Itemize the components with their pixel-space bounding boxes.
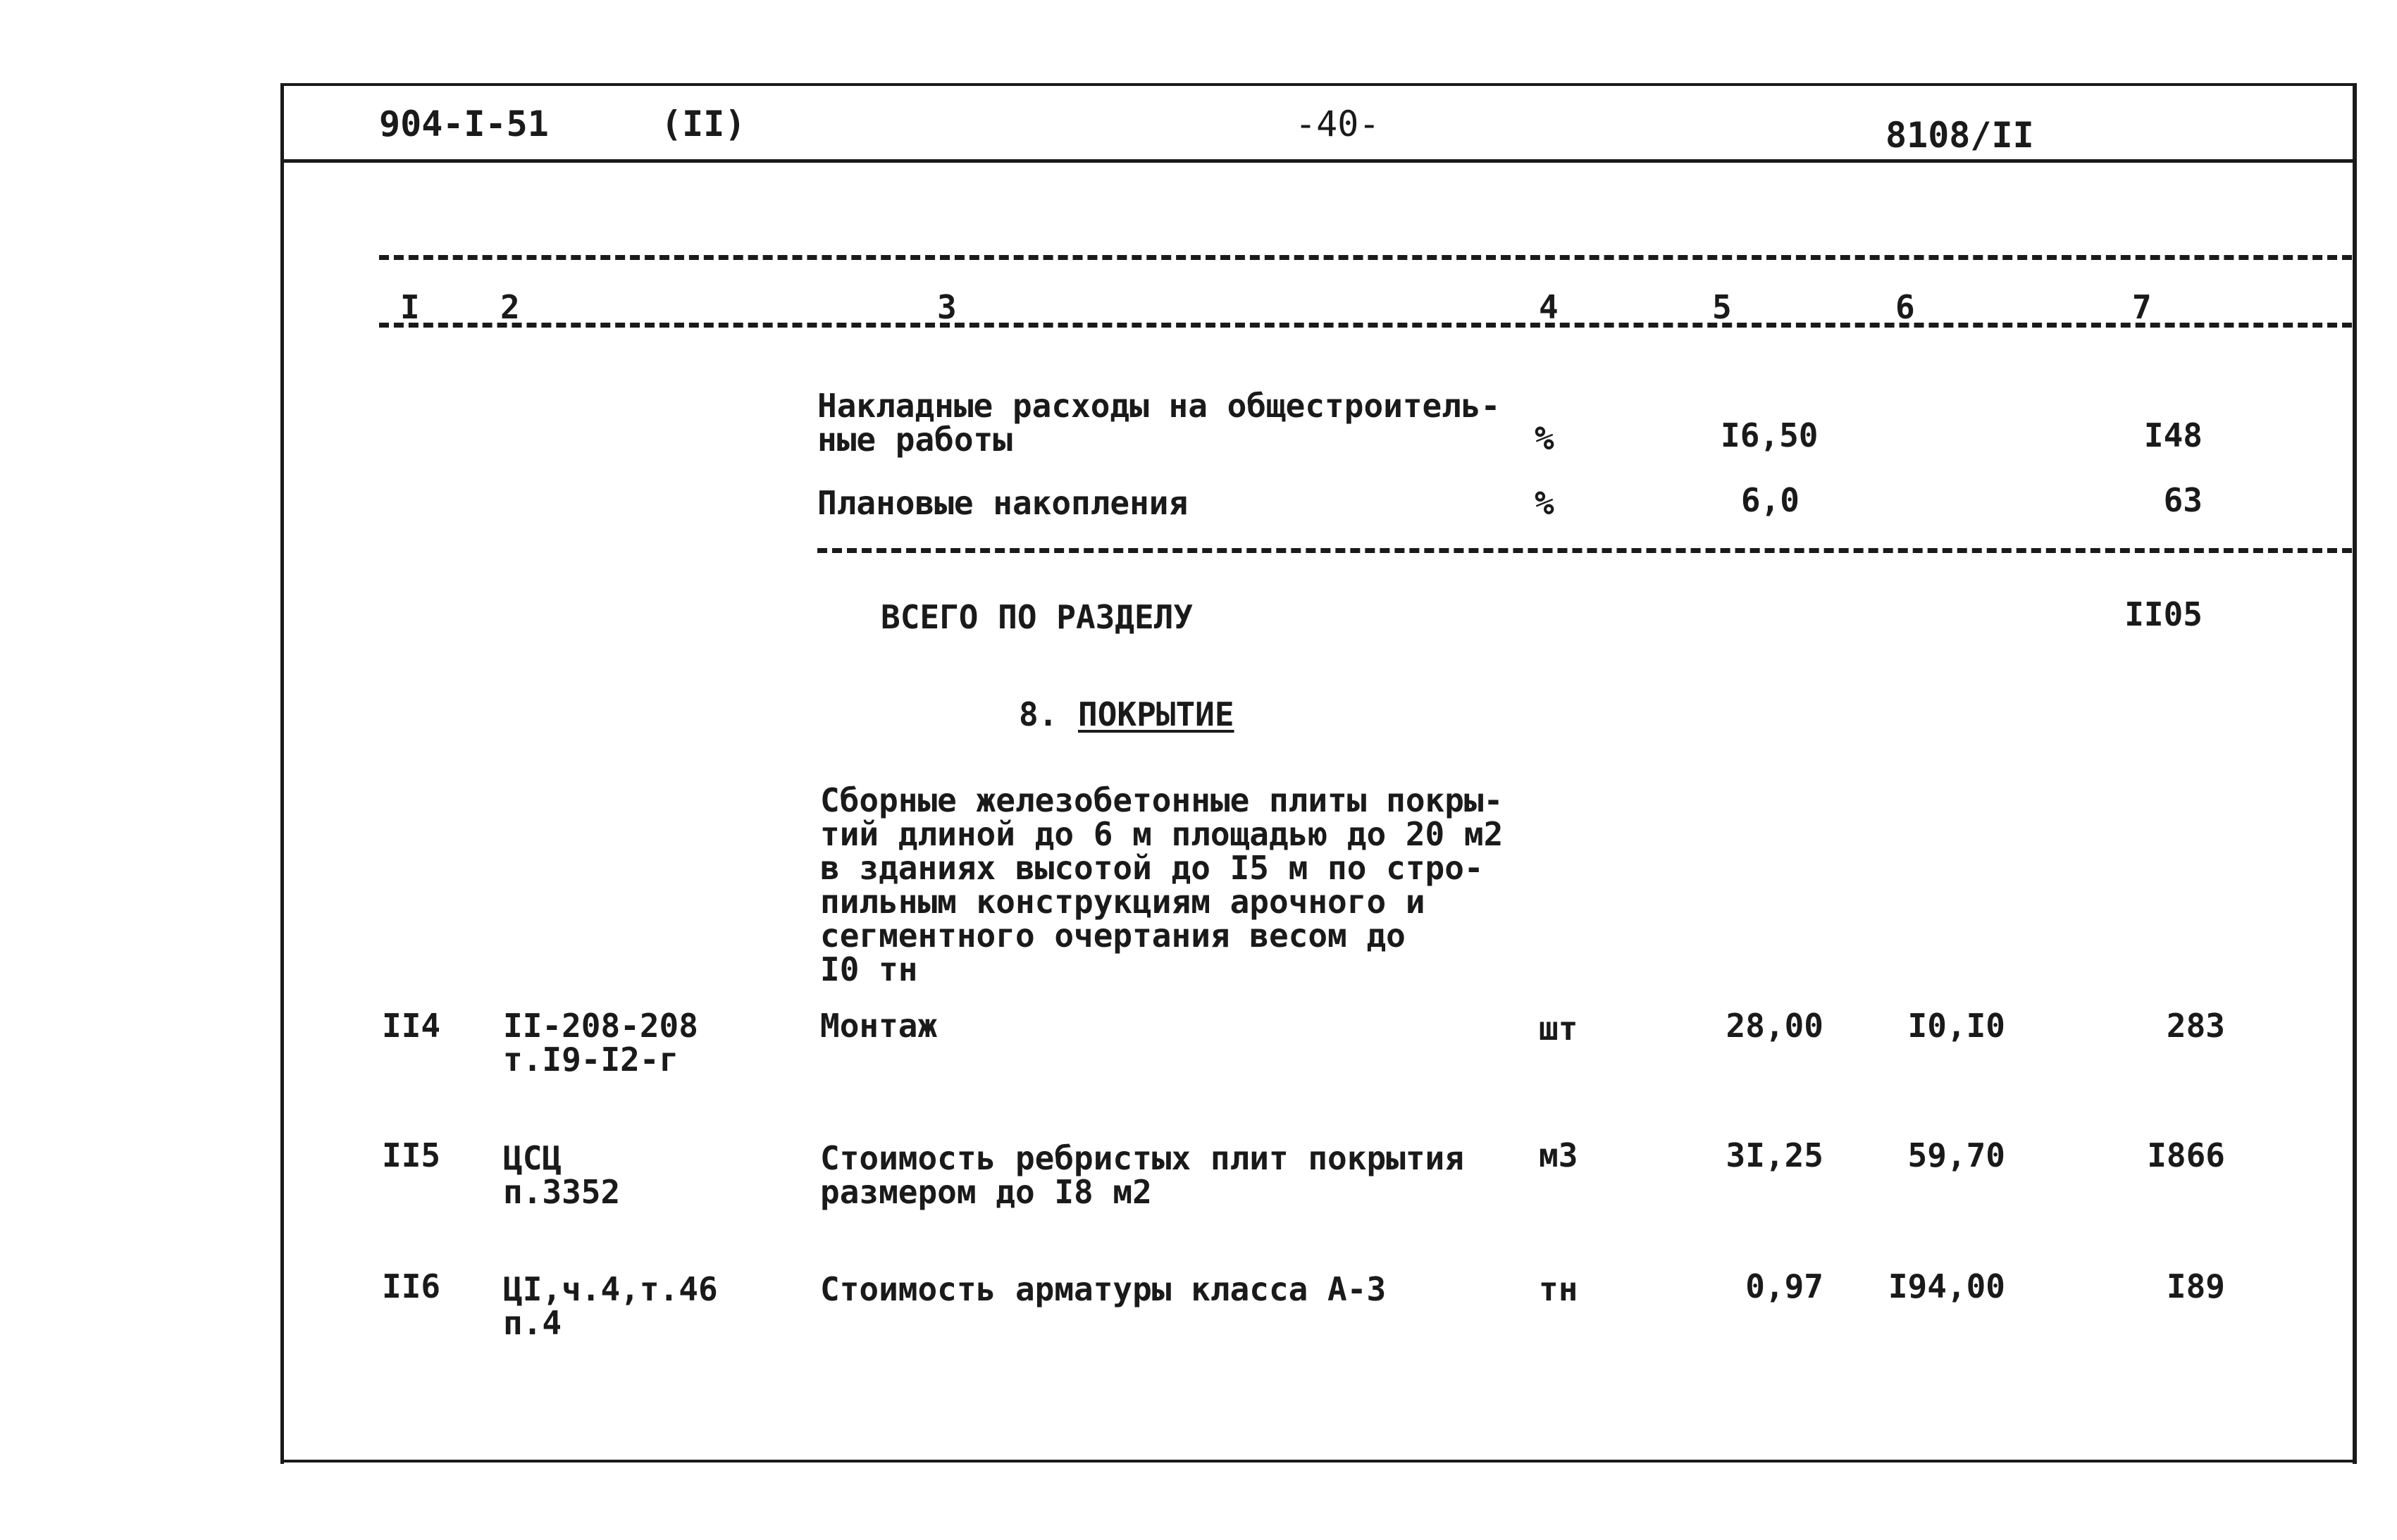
overhead-rate: I6,50 bbox=[1721, 416, 1819, 454]
planned-rate: 6,0 bbox=[1740, 481, 1800, 519]
row-reference: ЦСЦ п.3352 bbox=[503, 1139, 621, 1211]
planned-unit: % bbox=[1535, 484, 1554, 522]
column-number-3: 3 bbox=[937, 288, 957, 326]
planned-total: 63 bbox=[2163, 481, 2203, 519]
row-unit: тн bbox=[1539, 1270, 1578, 1308]
section-title: ПОКРЫТИЕ bbox=[1078, 695, 1234, 733]
column-number-5: 5 bbox=[1712, 288, 1732, 326]
section-total-label: ВСЕГО ПО РАЗДЕЛУ bbox=[881, 598, 1194, 636]
frame-bottom-border bbox=[280, 1460, 2357, 1463]
planned-label: Плановые накопления bbox=[817, 484, 1189, 522]
section-number: 8. bbox=[1019, 695, 1058, 733]
row-price: I94,00 bbox=[1888, 1267, 2005, 1305]
sheet-code: 8108/II bbox=[1885, 115, 2034, 156]
document-part: (II) bbox=[661, 104, 746, 144]
document-code: 904-I-51 bbox=[379, 104, 549, 144]
section-total-value: II05 bbox=[2124, 595, 2203, 633]
row-price: I0,I0 bbox=[1907, 1007, 2005, 1045]
column-number-2: 2 bbox=[500, 288, 520, 326]
column-number-7: 7 bbox=[2132, 288, 2152, 326]
row-total: 283 bbox=[2166, 1007, 2225, 1045]
row-quantity: 0,97 bbox=[1745, 1267, 1823, 1305]
row-total: I866 bbox=[2147, 1136, 2225, 1174]
group-description: Сборные железобетонные плиты покры- тий длиной до 6 м площадью до 20 м2 в зданиях высотой до I5 м по стро- пильным конструкциям арочного и сегментного очертания весом до I0 тн bbox=[820, 781, 1504, 988]
page-number: -40- bbox=[1295, 104, 1380, 144]
row-unit: шт bbox=[1539, 1010, 1578, 1048]
row-quantity: 28,00 bbox=[1726, 1007, 1823, 1045]
overhead-label: Накладные расходы на общестроитель- ные работы bbox=[817, 387, 1501, 459]
subtotal-rule bbox=[817, 548, 2352, 553]
column-header-top-rule bbox=[379, 255, 2352, 260]
row-number: II5 bbox=[382, 1136, 441, 1174]
row-name: Стоимость арматуры класса А-3 bbox=[820, 1270, 1387, 1308]
header-divider bbox=[280, 159, 2357, 163]
row-unit: м3 bbox=[1539, 1136, 1578, 1174]
column-number-1: I bbox=[400, 288, 420, 326]
row-name: Монтаж bbox=[820, 1007, 938, 1045]
frame-right-border bbox=[2353, 83, 2357, 1464]
column-number-6: 6 bbox=[1895, 288, 1915, 326]
row-quantity: 3I,25 bbox=[1726, 1136, 1823, 1174]
overhead-total: I48 bbox=[2143, 416, 2203, 454]
row-number: II6 bbox=[382, 1267, 441, 1305]
frame-top-border bbox=[280, 83, 2357, 86]
row-reference: II-208-208 т.I9-I2-г bbox=[503, 1007, 698, 1079]
frame-left-border bbox=[280, 83, 284, 1464]
row-price: 59,70 bbox=[1907, 1136, 2005, 1174]
overhead-unit: % bbox=[1535, 419, 1554, 457]
row-reference: ЦI,ч.4,т.46 п.4 bbox=[503, 1270, 718, 1342]
column-header-bottom-rule bbox=[379, 323, 2352, 328]
row-total: I89 bbox=[2166, 1267, 2225, 1305]
row-number: II4 bbox=[382, 1007, 441, 1045]
column-number-4: 4 bbox=[1539, 288, 1559, 326]
row-name: Стоимость ребристых плит покрытия размером до I8 м2 bbox=[820, 1139, 1464, 1211]
